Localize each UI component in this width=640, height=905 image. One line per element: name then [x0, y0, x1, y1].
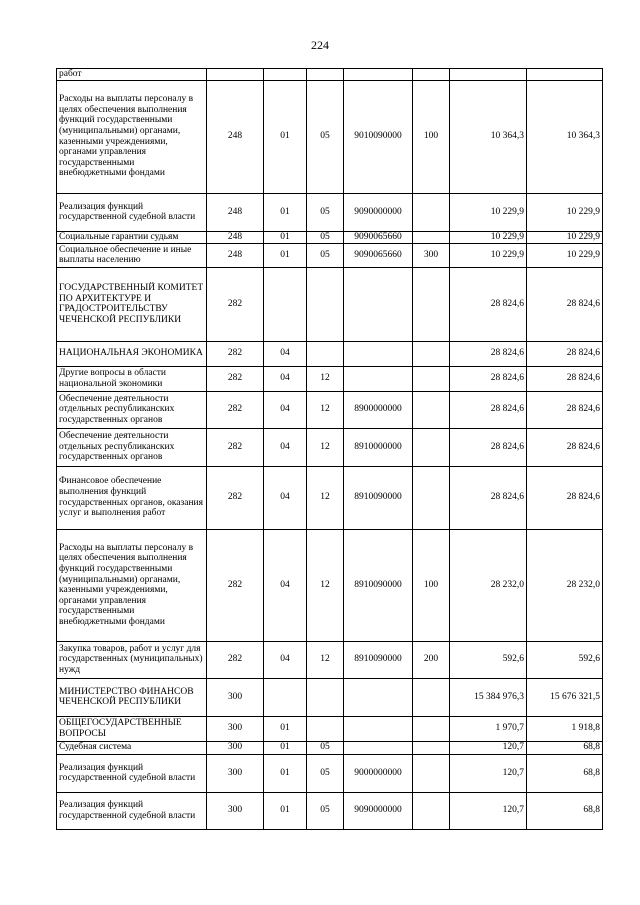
row-section-code: 01: [264, 80, 307, 193]
row-target-article-code: 9090065660: [344, 231, 413, 243]
row-ved-code: 300: [207, 741, 264, 754]
table-row: [57, 366, 603, 391]
row-name: Социальные гарантии судьям: [57, 231, 207, 243]
row-ved-code: [207, 69, 264, 81]
row-expense-type-code: [413, 716, 450, 741]
row-section-code: 01: [264, 716, 307, 741]
row-ved-code: 282: [207, 391, 264, 428]
table-row: [57, 678, 603, 716]
row-amount-year-2: 68,8: [527, 741, 603, 754]
row-name: Расходы на выплаты персоналу в целях обеспечения выполнения функций государственными (муниципальными) органами, казенными учреждениями, органами управления государственными внебюджетными фондами: [57, 529, 207, 641]
row-amount-year-2: 68,8: [527, 754, 603, 792]
row-section-code: 04: [264, 391, 307, 428]
row-ved-code: 282: [207, 366, 264, 391]
row-ved-code: 300: [207, 754, 264, 792]
row-subsection-code: 05: [307, 243, 344, 267]
row-amount-year-2: 10 364,3: [527, 80, 603, 193]
row-section-code: 01: [264, 792, 307, 829]
row-amount-year-2: [527, 69, 603, 81]
row-amount-year-2: 68,8: [527, 792, 603, 829]
row-section-code: 04: [264, 529, 307, 641]
row-section-code: 01: [264, 243, 307, 267]
row-amount-year-1: 28 232,0: [450, 529, 527, 641]
table-row: [57, 243, 603, 267]
row-name: Судебная система: [57, 741, 207, 754]
row-amount-year-1: 28 824,6: [450, 366, 527, 391]
row-amount-year-1: 28 824,6: [450, 341, 527, 366]
row-section-code: 01: [264, 193, 307, 231]
budget-table: [56, 68, 603, 830]
row-ved-code: 282: [207, 466, 264, 529]
row-ved-code: 248: [207, 193, 264, 231]
row-amount-year-1: 15 384 976,3: [450, 678, 527, 716]
row-target-article-code: [344, 716, 413, 741]
row-expense-type-code: [413, 69, 450, 81]
row-amount-year-1: 10 229,9: [450, 243, 527, 267]
table-row: [57, 69, 603, 81]
row-amount-year-1: 592,6: [450, 641, 527, 678]
table-row: [57, 193, 603, 231]
row-amount-year-1: 28 824,6: [450, 267, 527, 341]
table-row: [57, 466, 603, 529]
row-section-code: [264, 267, 307, 341]
table-row: [57, 741, 603, 754]
row-amount-year-1: 28 824,6: [450, 391, 527, 428]
row-section-code: 04: [264, 366, 307, 391]
row-expense-type-code: [413, 193, 450, 231]
row-amount-year-1: 10 229,9: [450, 193, 527, 231]
row-target-article-code: 8910090000: [344, 529, 413, 641]
row-target-article-code: [344, 366, 413, 391]
row-section-code: 01: [264, 231, 307, 243]
row-amount-year-2: 592,6: [527, 641, 603, 678]
row-expense-type-code: [413, 741, 450, 754]
row-expense-type-code: [413, 792, 450, 829]
table-row: [57, 754, 603, 792]
row-amount-year-2: 10 229,9: [527, 243, 603, 267]
table-row: [57, 716, 603, 741]
row-expense-type-code: [413, 428, 450, 466]
row-target-article-code: [344, 741, 413, 754]
row-section-code: 01: [264, 741, 307, 754]
row-target-article-code: 9000000000: [344, 754, 413, 792]
table-row: [57, 792, 603, 829]
row-section-code: 04: [264, 341, 307, 366]
row-subsection-code: [307, 678, 344, 716]
row-amount-year-2: 28 824,6: [527, 391, 603, 428]
row-expense-type-code: 300: [413, 243, 450, 267]
row-subsection-code: [307, 341, 344, 366]
table-row: [57, 529, 603, 641]
row-amount-year-2: 28 232,0: [527, 529, 603, 641]
row-name: Финансовое обеспечение выполнения функций государственных органов, оказания услуг и выполнения работ: [57, 466, 207, 529]
row-amount-year-1: 10 229,9: [450, 231, 527, 243]
row-subsection-code: 12: [307, 529, 344, 641]
table-row: [57, 391, 603, 428]
row-ved-code: 282: [207, 641, 264, 678]
row-subsection-code: [307, 69, 344, 81]
row-name: Обеспечение деятельности отдельных республиканских государственных органов: [57, 428, 207, 466]
row-name: Закупка товаров, работ и услуг для государственных (муниципальных) нужд: [57, 641, 207, 678]
row-section-code: 04: [264, 428, 307, 466]
table-row: [57, 341, 603, 366]
row-expense-type-code: [413, 466, 450, 529]
row-amount-year-2: 28 824,6: [527, 267, 603, 341]
row-name: Расходы на выплаты персоналу в целях обеспечения выполнения функций государственными (муниципальными) органами, казенными учреждениями, органами управления государственными внебюджетными фондами: [57, 80, 207, 193]
row-ved-code: 282: [207, 267, 264, 341]
row-subsection-code: 12: [307, 391, 344, 428]
row-name: Другие вопросы в области национальной экономики: [57, 366, 207, 391]
row-subsection-code: 05: [307, 741, 344, 754]
row-target-article-code: 9090000000: [344, 792, 413, 829]
row-amount-year-2: 28 824,6: [527, 466, 603, 529]
row-subsection-code: 12: [307, 466, 344, 529]
row-amount-year-1: 28 824,6: [450, 466, 527, 529]
row-subsection-code: 05: [307, 231, 344, 243]
row-amount-year-1: [450, 69, 527, 81]
row-expense-type-code: [413, 267, 450, 341]
table-row: [57, 231, 603, 243]
row-expense-type-code: [413, 754, 450, 792]
table-row: [57, 641, 603, 678]
row-amount-year-2: 1 918,8: [527, 716, 603, 741]
row-expense-type-code: 100: [413, 80, 450, 193]
row-section-code: 04: [264, 641, 307, 678]
row-subsection-code: 05: [307, 754, 344, 792]
row-amount-year-2: 10 229,9: [527, 193, 603, 231]
row-ved-code: 282: [207, 529, 264, 641]
row-subsection-code: 05: [307, 80, 344, 193]
row-target-article-code: [344, 341, 413, 366]
row-ved-code: 248: [207, 231, 264, 243]
row-target-article-code: [344, 267, 413, 341]
row-ved-code: 248: [207, 243, 264, 267]
row-amount-year-1: 120,7: [450, 741, 527, 754]
row-expense-type-code: [413, 678, 450, 716]
row-subsection-code: 05: [307, 193, 344, 231]
row-amount-year-2: 28 824,6: [527, 428, 603, 466]
row-target-article-code: 8900000000: [344, 391, 413, 428]
row-section-code: 01: [264, 754, 307, 792]
row-ved-code: 282: [207, 341, 264, 366]
row-name: Реализация функций государственной судебной власти: [57, 193, 207, 231]
row-ved-code: 282: [207, 428, 264, 466]
row-expense-type-code: 200: [413, 641, 450, 678]
row-ved-code: 248: [207, 80, 264, 193]
row-ved-code: 300: [207, 678, 264, 716]
row-expense-type-code: 100: [413, 529, 450, 641]
row-subsection-code: 12: [307, 641, 344, 678]
row-amount-year-1: 28 824,6: [450, 428, 527, 466]
table-row: [57, 80, 603, 193]
row-target-article-code: 8910090000: [344, 466, 413, 529]
row-amount-year-1: 1 970,7: [450, 716, 527, 741]
row-name: МИНИСТЕРСТВО ФИНАНСОВ ЧЕЧЕНСКОЙ РЕСПУБЛИКИ: [57, 678, 207, 716]
row-name: Социальное обеспечение и иные выплаты населению: [57, 243, 207, 267]
row-ved-code: 300: [207, 792, 264, 829]
row-amount-year-1: 120,7: [450, 754, 527, 792]
row-subsection-code: 05: [307, 792, 344, 829]
row-name: Реализация функций государственной судебной власти: [57, 754, 207, 792]
row-expense-type-code: [413, 391, 450, 428]
page-number: 224: [311, 38, 329, 52]
row-section-code: 04: [264, 466, 307, 529]
row-name: Обеспечение деятельности отдельных республиканских государственных органов: [57, 391, 207, 428]
row-amount-year-1: 120,7: [450, 792, 527, 829]
row-target-article-code: 9010090000: [344, 80, 413, 193]
row-target-article-code: 8910090000: [344, 641, 413, 678]
row-subsection-code: 12: [307, 428, 344, 466]
row-ved-code: 300: [207, 716, 264, 741]
row-name: ГОСУДАРСТВЕННЫЙ КОМИТЕТ ПО АРХИТЕКТУРЕ И ГРАДОСТРОИТЕЛЬСТВУ ЧЕЧЕНСКОЙ РЕСПУБЛИКИ: [57, 267, 207, 341]
row-name: НАЦИОНАЛЬНАЯ ЭКОНОМИКА: [57, 341, 207, 366]
row-expense-type-code: [413, 231, 450, 243]
row-target-article-code: 9090000000: [344, 193, 413, 231]
row-expense-type-code: [413, 341, 450, 366]
row-amount-year-2: 28 824,6: [527, 341, 603, 366]
row-amount-year-2: 28 824,6: [527, 366, 603, 391]
row-expense-type-code: [413, 366, 450, 391]
row-target-article-code: [344, 678, 413, 716]
row-amount-year-1: 10 364,3: [450, 80, 527, 193]
row-name: Реализация функций государственной судебной власти: [57, 792, 207, 829]
table-row: [57, 428, 603, 466]
row-name: ОБЩЕГОСУДАРСТВЕННЫЕ ВОПРОСЫ: [57, 716, 207, 741]
row-subsection-code: 12: [307, 366, 344, 391]
row-target-article-code: [344, 69, 413, 81]
row-section-code: [264, 69, 307, 81]
row-subsection-code: [307, 267, 344, 341]
row-target-article-code: 9090065660: [344, 243, 413, 267]
row-amount-year-2: 10 229,9: [527, 231, 603, 243]
row-name: работ: [57, 69, 207, 81]
row-section-code: [264, 678, 307, 716]
row-subsection-code: [307, 716, 344, 741]
table-row: [57, 267, 603, 341]
row-amount-year-2: 15 676 321,5: [527, 678, 603, 716]
row-target-article-code: 8910000000: [344, 428, 413, 466]
